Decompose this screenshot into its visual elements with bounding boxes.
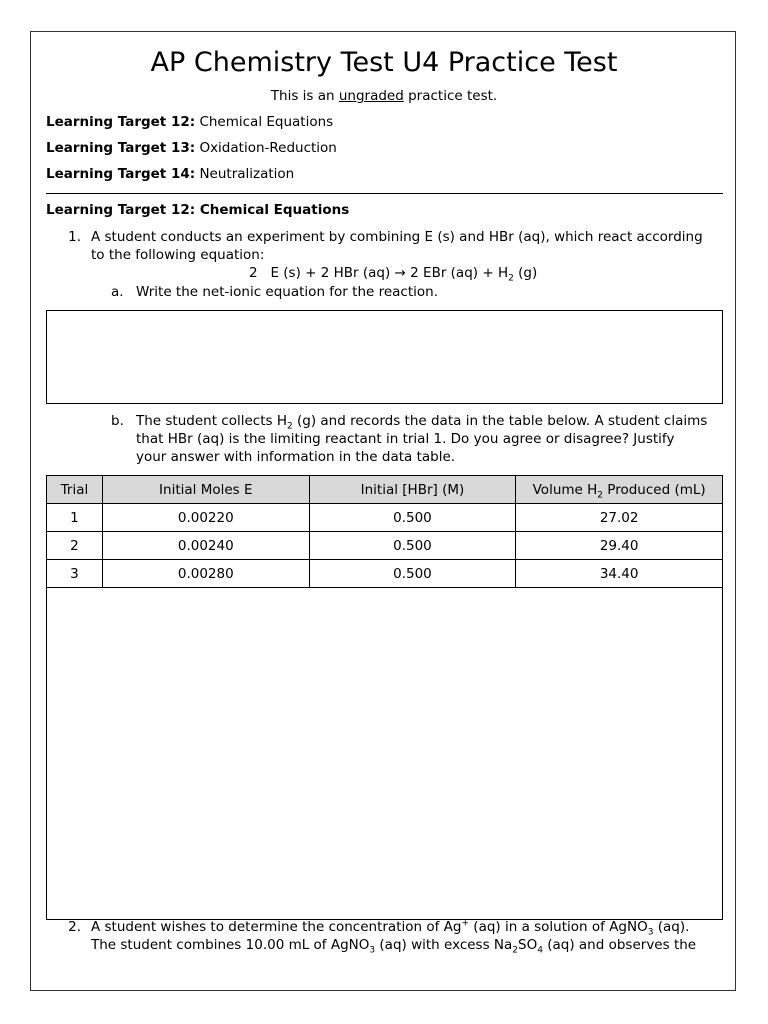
- section-divider: [46, 193, 723, 194]
- q2-subscript: 2: [512, 945, 519, 956]
- equation-tail: (g): [513, 265, 538, 281]
- part-b-label: b.: [111, 413, 124, 429]
- q2-text: (aq).: [653, 919, 690, 935]
- part-a-text: Write the net-ionic equation for the reaction.: [136, 284, 438, 300]
- equation-subscript: 2: [508, 273, 514, 284]
- q2-text: (aq) and observes the: [542, 937, 697, 953]
- target-label: Learning Target 12:: [46, 114, 196, 130]
- q2-subscript: 3: [369, 945, 376, 956]
- question-1-number: 1.: [68, 229, 81, 245]
- q2-superscript: +: [461, 918, 470, 929]
- cell-moles: 0.00240: [102, 532, 309, 560]
- q2-text: (aq) with excess Na: [375, 937, 513, 953]
- cell-hbr: 0.500: [309, 504, 516, 532]
- header-trial: Trial: [47, 476, 103, 504]
- header-volume: [516, 476, 723, 504]
- q2-text: SO: [518, 937, 538, 953]
- cell-trial: 3: [47, 560, 103, 588]
- part-b-line1: [136, 412, 707, 430]
- learning-target-12: [46, 114, 333, 130]
- question-2-line2: [91, 936, 696, 954]
- learning-target-14: [46, 166, 294, 182]
- cell-moles: 0.00280: [102, 560, 309, 588]
- document-page: [30, 31, 736, 991]
- subtitle-underlined: ungraded: [338, 88, 404, 104]
- table-row: [47, 532, 723, 560]
- equation-coefficient: 2: [249, 265, 258, 281]
- section-heading: Learning Target 12: Chemical Equations: [46, 202, 350, 218]
- header-volume-text: Volume H: [532, 481, 598, 498]
- cell-trial: 2: [47, 532, 103, 560]
- cell-volume: 34.40: [516, 560, 723, 588]
- question-1-line2: to the following equation:: [91, 247, 265, 263]
- equation-main: E (s) + 2 HBr (aq) → 2 EBr (aq) + H: [270, 265, 509, 281]
- reaction-equation: [249, 264, 537, 282]
- learning-target-13: [46, 140, 337, 156]
- table-header-row: [47, 476, 723, 504]
- part-b-line3: your answer with information in the data table.: [136, 449, 456, 465]
- header-moles: Initial Moles E: [102, 476, 309, 504]
- target-label: Learning Target 13:: [46, 140, 196, 156]
- subtitle-after: practice test.: [403, 88, 498, 104]
- part-b-text: (g) and records the data in the table below. A student claims: [292, 413, 708, 429]
- target-text: Oxidation-Reduction: [199, 140, 337, 156]
- target-text: Chemical Equations: [199, 114, 334, 130]
- q2-text: (aq) in a solution of AgNO: [469, 919, 648, 935]
- part-b-text: The student collects H: [136, 413, 287, 429]
- cell-hbr: 0.500: [309, 560, 516, 588]
- header-volume-subscript: 2: [597, 490, 604, 501]
- cell-hbr: 0.500: [309, 532, 516, 560]
- cell-volume: 27.02: [516, 504, 723, 532]
- question-2-number: 2.: [68, 919, 81, 935]
- cell-trial: 1: [47, 504, 103, 532]
- q2-subscript: 3: [647, 927, 654, 938]
- part-b-subscript: 2: [286, 421, 293, 432]
- part-a-label: a.: [111, 284, 124, 300]
- table-row: [47, 504, 723, 532]
- target-label: Learning Target 14:: [46, 166, 196, 182]
- subtitle-before: This is an: [270, 88, 339, 104]
- data-table: [46, 475, 723, 588]
- cell-moles: 0.00220: [102, 504, 309, 532]
- cell-volume: 29.40: [516, 532, 723, 560]
- header-hbr: Initial [HBr] (M): [309, 476, 516, 504]
- q2-subscript: 4: [537, 945, 543, 956]
- question-1-line1: A student conducts an experiment by combining E (s) and HBr (aq), which react according: [91, 229, 703, 245]
- answer-box-b[interactable]: [46, 587, 723, 920]
- target-text: Neutralization: [199, 166, 295, 182]
- question-2-line1: [91, 918, 689, 936]
- subtitle: [31, 88, 737, 104]
- table-row: [47, 560, 723, 588]
- page-title: AP Chemistry Test U4 Practice Test: [150, 47, 618, 78]
- q2-text: The student combines 10.00 mL of AgNO: [91, 937, 370, 953]
- answer-box-a[interactable]: [46, 310, 723, 404]
- header-volume-text: Produced (mL): [603, 481, 706, 498]
- q2-text: A student wishes to determine the concentration of Ag: [91, 919, 462, 935]
- part-b-line2: that HBr (aq) is the limiting reactant in trial 1. Do you agree or disagree? Justify: [136, 431, 675, 447]
